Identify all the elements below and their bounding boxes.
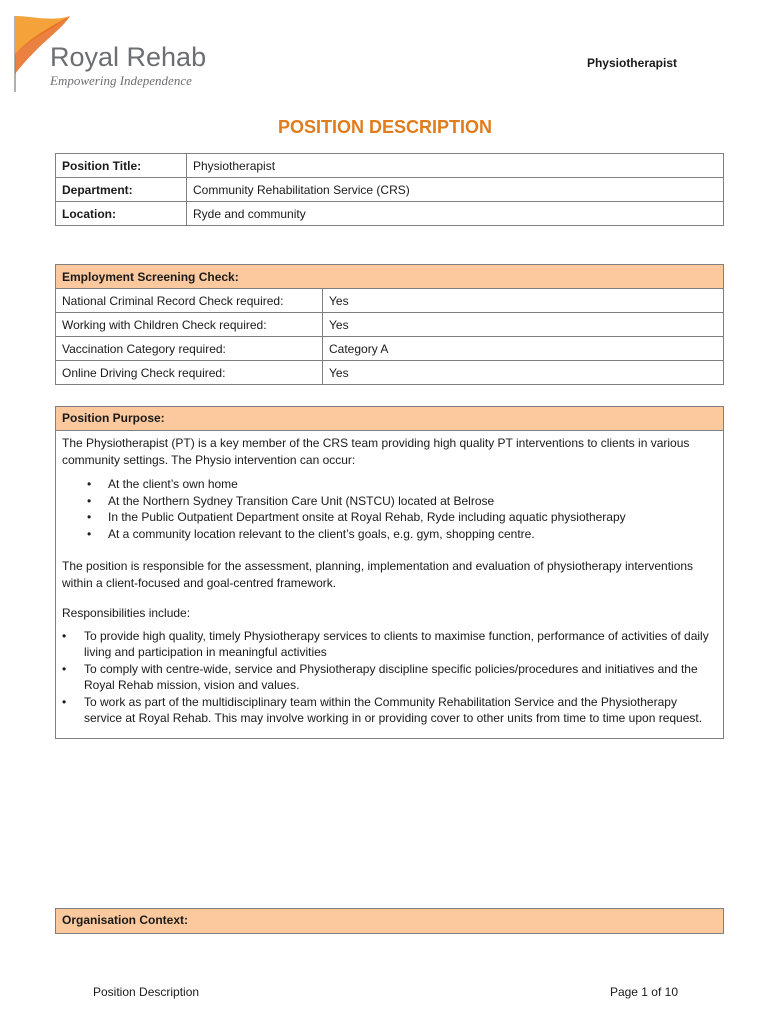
table-row (56, 265, 724, 289)
list-item: • In the Public Outpatient Department onsite at Royal Rehab, Ryde including aquatic physiotherapy (84, 509, 717, 526)
list-item: • To work as part of the multidisciplinary team within the Community Rehabilitation Service and the Physiotherapy service at Royal Rehab. This may involve working in or providing cover to other units from time to time upon request. (62, 694, 717, 727)
table-row (56, 154, 724, 178)
department-value: Community Rehabilitation Service (CRS) (187, 178, 724, 202)
org-heading: Organisation Context: (56, 909, 723, 933)
screening-value: Category A (323, 337, 724, 361)
list-item: • At the Northern Sydney Transition Care Unit (NSTCU) located at Belrose (84, 493, 717, 510)
purpose-body (56, 431, 723, 731)
position-title-label: Position Title: (56, 154, 187, 178)
screening-value: Yes (323, 361, 724, 385)
position-title-value: Physiotherapist (187, 154, 724, 178)
list-item: • To comply with centre-wide, service and Physiotherapy discipline specific policies/procedures and initiatives and the Royal Rehab mission, vision and values. (62, 661, 717, 694)
list-item: • At a community location relevant to the client’s goals, e.g. gym, shopping centre. (84, 526, 717, 543)
organisation-context-section (55, 908, 724, 934)
table-row (56, 337, 724, 361)
footer-doc-name: Position Description (93, 985, 200, 999)
purpose-responsible: The position is responsible for the assessment, planning, implementation and evaluation of physiotherapy interventions within a client-focused and goal-centred framework. (62, 559, 694, 590)
location-value: Ryde and community (187, 202, 724, 226)
table-row (56, 313, 724, 337)
header-role: Physiotherapist (586, 56, 677, 70)
purpose-intro: The Physiotherapist (PT) is a key member of the CRS team providing high quality PT interventions to clients in various community settings. The Physio intervention can occur: (62, 436, 690, 467)
department-label: Department: (56, 178, 187, 202)
table-row (56, 289, 724, 313)
responsibilities-heading: Responsibilities include: (62, 606, 191, 620)
royal-rehab-logo (12, 14, 212, 94)
screening-label: National Criminal Record Check required: (56, 289, 323, 313)
screening-label: Vaccination Category required: (56, 337, 323, 361)
screening-value: Yes (323, 313, 724, 337)
location-label: Location: (56, 202, 187, 226)
screening-value: Yes (323, 289, 724, 313)
purpose-heading: Position Purpose: (56, 407, 723, 431)
position-purpose-section (55, 406, 724, 739)
table-row (56, 361, 724, 385)
list-item: • At the client’s own home (84, 476, 717, 493)
screening-table (55, 264, 724, 385)
screening-label: Online Driving Check required: (56, 361, 323, 385)
position-details-table (55, 153, 724, 226)
page-title: POSITION DESCRIPTION (277, 117, 493, 137)
table-row (56, 178, 724, 202)
footer-page-number: Page 1 of 10 (609, 985, 678, 999)
screening-heading: Employment Screening Check: (56, 265, 724, 289)
table-row (56, 202, 724, 226)
screening-label: Working with Children Check required: (56, 313, 323, 337)
list-item: • To provide high quality, timely Physiotherapy services to clients to maximise function, performance of activities of daily living and participation in meaningful activities (62, 628, 717, 661)
logo-name: Royal Rehab (50, 42, 207, 72)
occurrence-list (84, 476, 717, 542)
responsibilities-list (62, 628, 717, 727)
logo-tagline: Empowering Independence (50, 73, 192, 88)
